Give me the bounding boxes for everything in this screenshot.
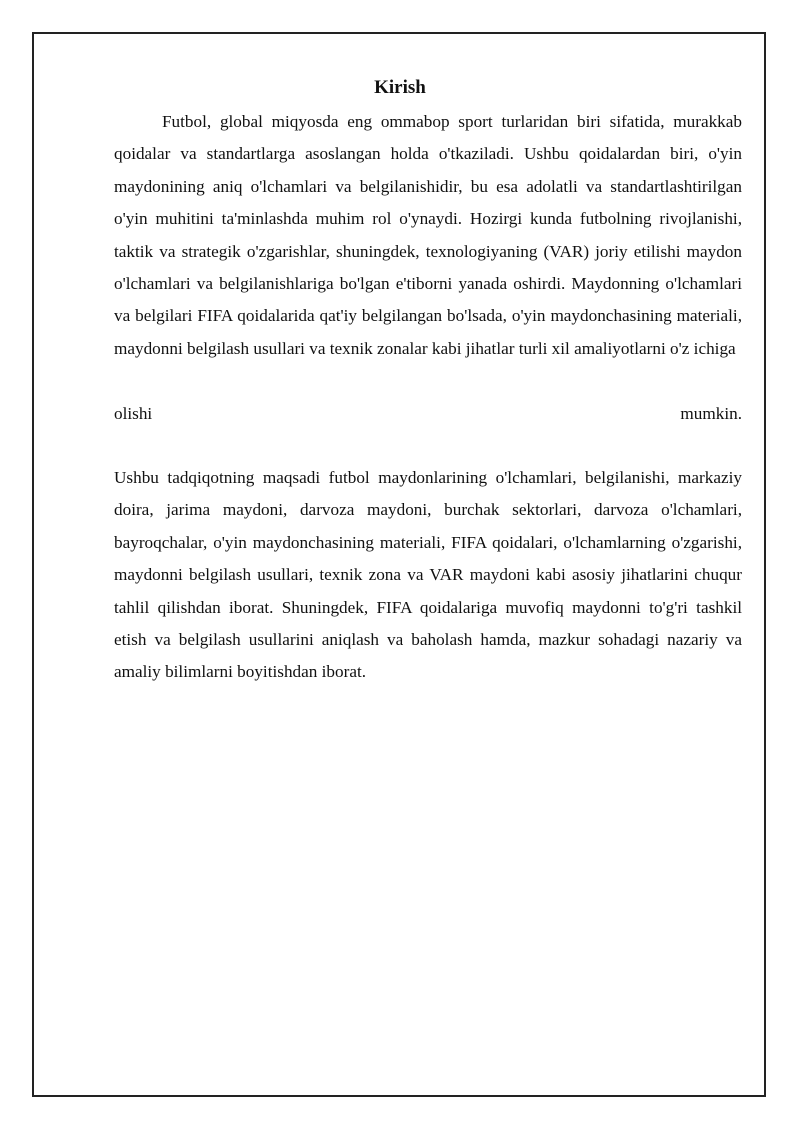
- intro-paragraph-1: Futbol, global miqyosda eng ommabop sport turlaridan biri sifatida, murakkab qoidalar va standartlarga asoslangan holda o'tkaziladi. Ushbu qoidalardan biri, o'yin maydonining aniq o'lchamlari va belgilanishidir, bu esa adolatli va standartlashtirilgan o'yin muhitini ta'minlashda muhim rol o'ynaydi. Hozirgi kunda futbolning rivojlanishi, taktik va strategik o'zgarishlar, shuningdek, texnologiyaning (VAR) joriy etilishi maydon o'lchamlari va belgilanishlariga bo'lgan e'tiborni yanada oshirdi. Maydonning o'lchamlari va belgilari FIFA qoidalarida qat'iy belgilangan bo'lsada, o'yin maydonchasining materiali, maydonni belgilash usullari va texnik zonalar kabi jihatlar turli xil amaliyotlarni o'z ichiga: [114, 112, 742, 358]
- intro-paragraph-1-last-line: olishi mumkin.: [114, 404, 742, 423]
- intro-paragraph-2: Ushbu tadqiqotning maqsadi futbol maydonlarining o'lchamlari, belgilanishi, markaziy doira, jarima maydoni, darvoza maydoni, burchak sektorlari, darvoza o'lchamlari, bayroqchalar, o'yin maydonchasining materiali, FIFA qoidalari, o'lchamlarning o'zgarishi, maydonni belgilash usullari, texnik zona va VAR maydoni kabi asosiy jihatlarini chuqur tahlil qilishdan iborat. Shuningdek, FIFA qoidalariga muvofiq maydonni to'g'ri tashkil etish va belgilash usullarini aniqlash va baholash hamda, mazkur sohadagi nazariy va amaliy bilimlarni boyitishdan iborat.: [114, 468, 742, 682]
- page-title: Kirish: [374, 77, 426, 98]
